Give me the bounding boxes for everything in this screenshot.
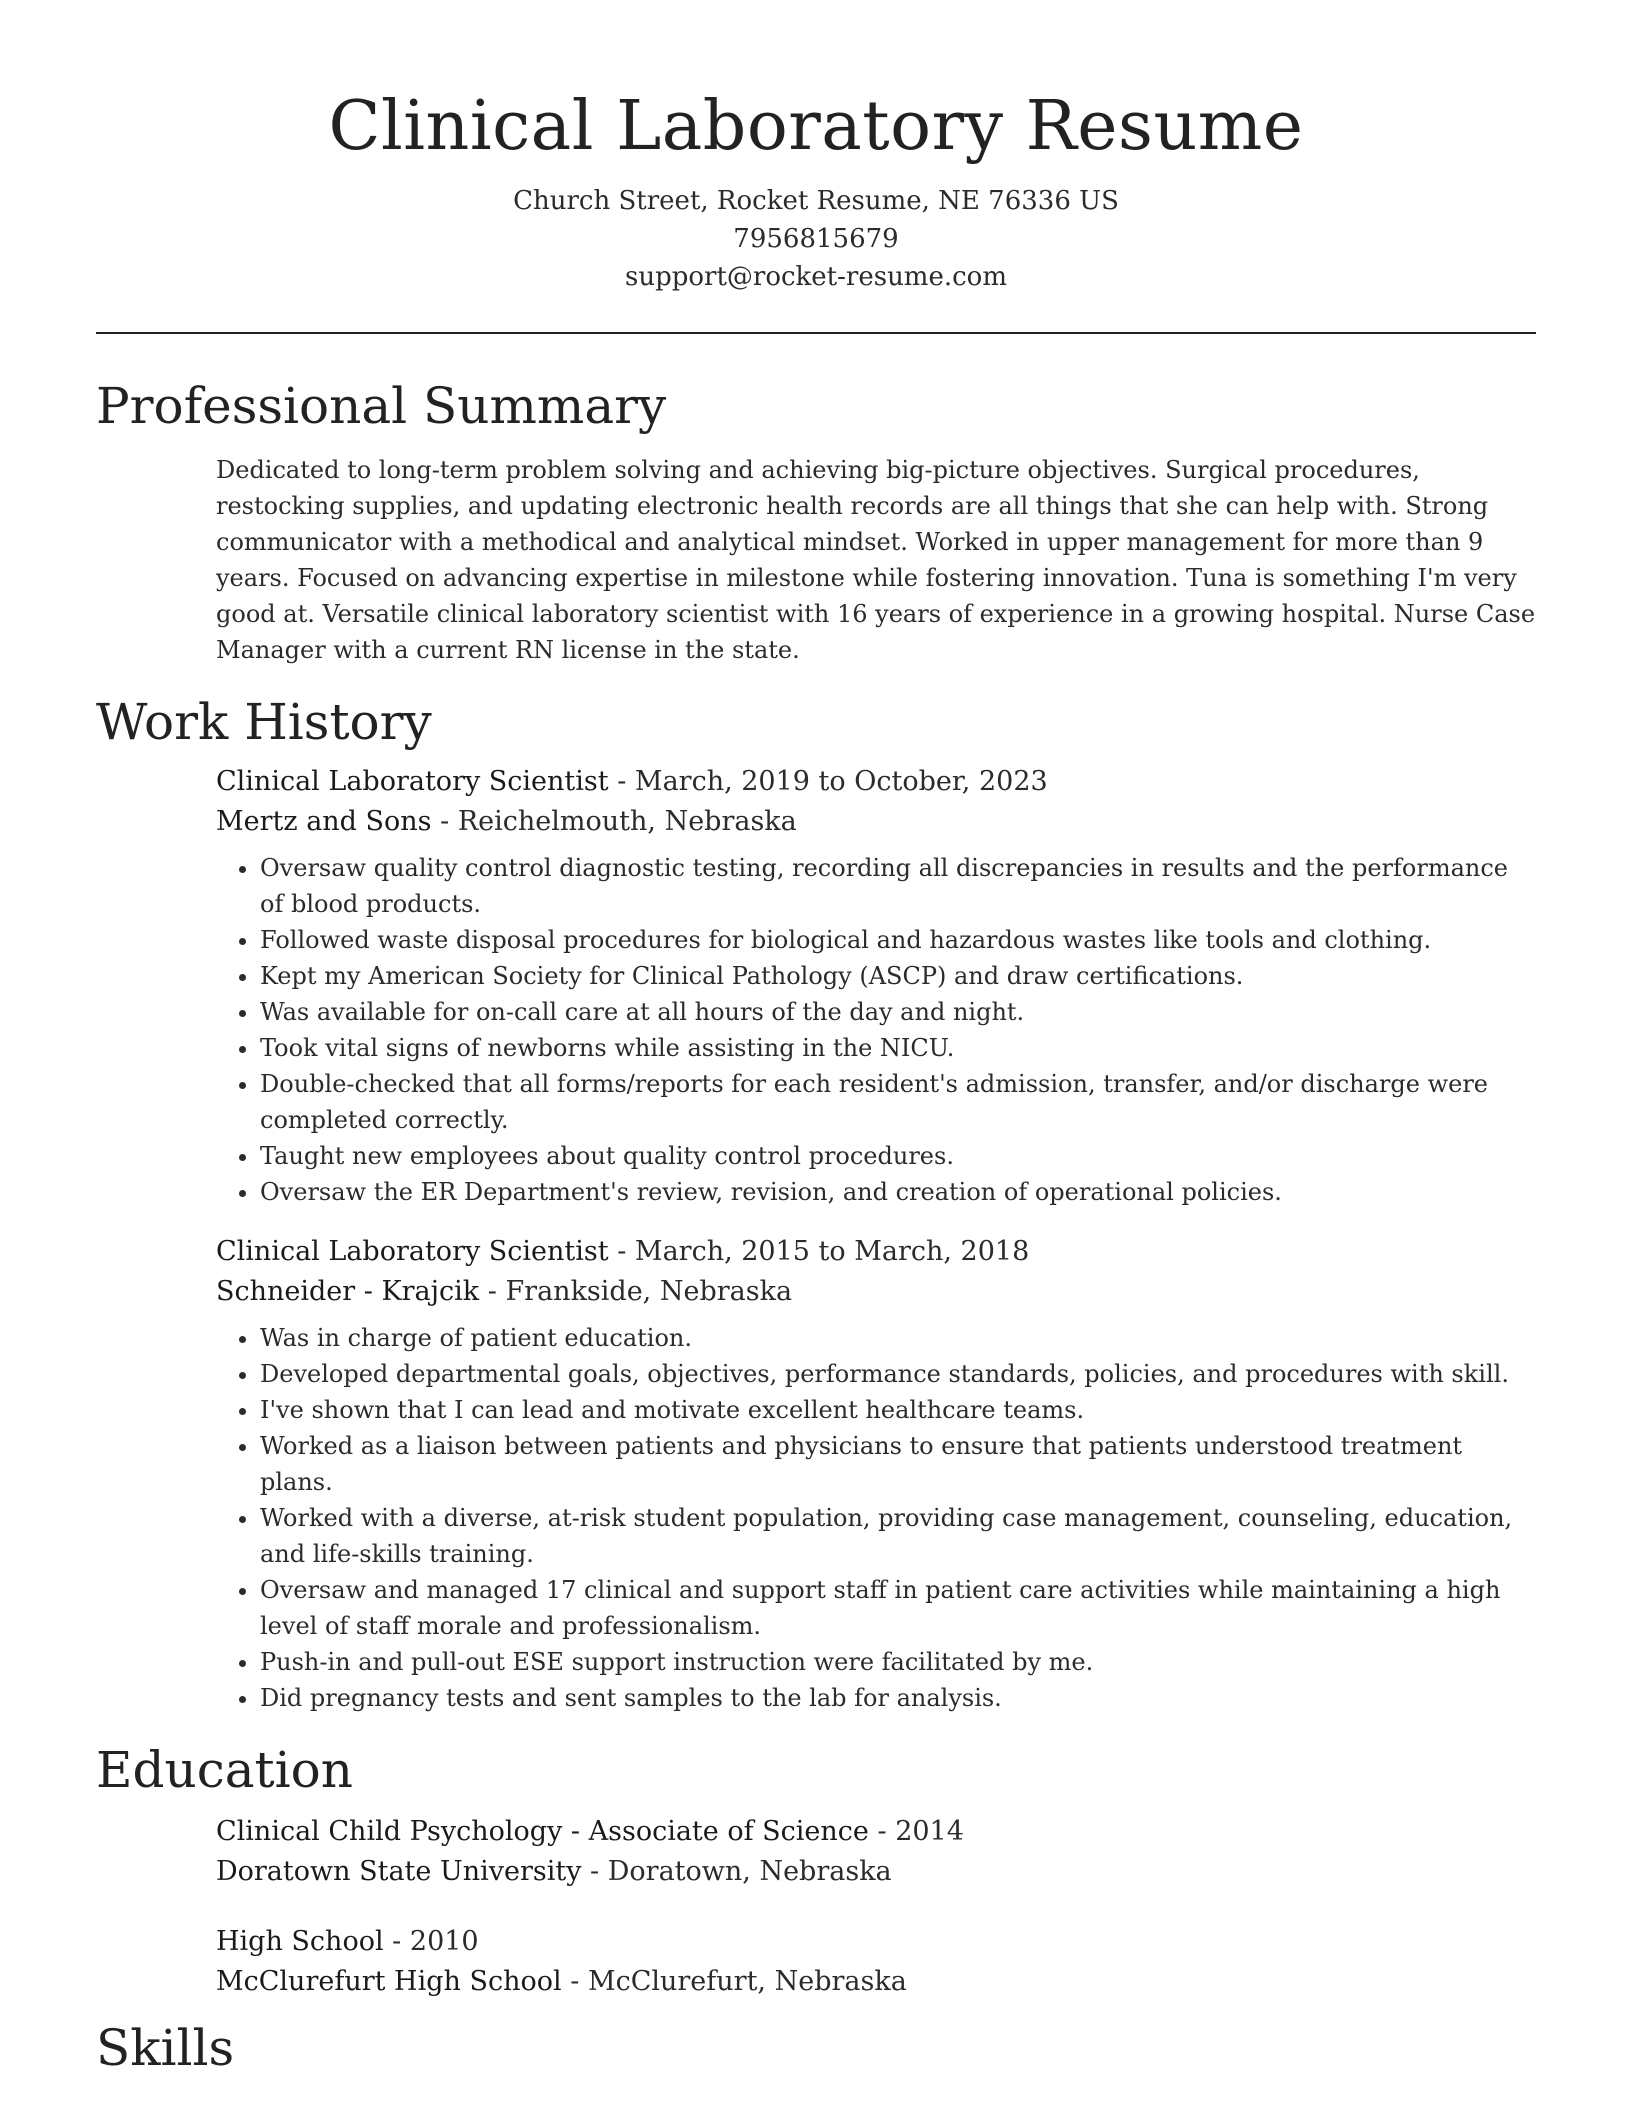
bullet-item: • Took vital signs of newborns while assisting in the NICU. bbox=[260, 1030, 1536, 1066]
job-title: Clinical Laboratory Scientist bbox=[216, 766, 609, 797]
contact-address: Church Street, Rocket Resume, NE 76336 US bbox=[513, 186, 1119, 216]
job-org-line bbox=[216, 802, 1536, 842]
summary-section bbox=[96, 374, 1536, 668]
job-entry bbox=[216, 762, 1536, 1210]
header-divider bbox=[96, 332, 1536, 334]
contact-block bbox=[0, 182, 1632, 296]
education-heading: Education bbox=[96, 1741, 353, 1799]
resume-header bbox=[0, 0, 1632, 296]
school-line bbox=[216, 1852, 1536, 1892]
bullet-item: • Oversaw the ER Department's review, revision, and creation of operational policies. bbox=[260, 1174, 1536, 1210]
degree-line bbox=[216, 1922, 1536, 1962]
bullet-item: • Push-in and pull-out ESE support instruction were facilitated by me. bbox=[260, 1644, 1536, 1680]
degree-line bbox=[216, 1812, 1536, 1852]
job-title-line bbox=[216, 762, 1536, 802]
school-name: Doratown State University bbox=[216, 1856, 582, 1887]
work-history-body bbox=[96, 762, 1536, 1716]
school-name: McClurefurt High School bbox=[216, 1966, 562, 1997]
job-location: Reichelmouth, Nebraska bbox=[457, 806, 797, 837]
bullet-item: • Oversaw quality control diagnostic testing, recording all discrepancies in results and the performance of blood products. bbox=[260, 850, 1536, 922]
school-location: McClurefurt, Nebraska bbox=[587, 1966, 907, 1997]
bullet-item: • I've shown that I can lead and motivate excellent healthcare teams. bbox=[260, 1392, 1536, 1428]
bullet-item: • Developed departmental goals, objectives, performance standards, policies, and procedures with skill. bbox=[260, 1356, 1536, 1392]
bullet-item: • Was available for on-call care at all hours of the day and night. bbox=[260, 994, 1536, 1030]
summary-text: Dedicated to long-term problem solving and achieving big-picture objectives. Surgical procedures, restocking supplies, and updating electronic health records are all things that she can help with. Strong communicator with a methodical and analytical mindset. Worked in upper management for more than 9 years. Focused on advancing expertise in milestone while fostering innovation. Tuna is something I'm very good at. Versatile clinical laboratory scientist with 16 years of experience in a growing hospital. Nurse Case Manager with a current RN license in the state. bbox=[216, 456, 1536, 664]
job-location: Frankside, Nebraska bbox=[505, 1276, 793, 1307]
job-dates: March, 2019 to October, 2023 bbox=[634, 766, 1048, 797]
job-bullets bbox=[216, 1320, 1536, 1716]
work-history-heading: Work History bbox=[96, 693, 432, 751]
resume-title: Clinical Laboratory Resume bbox=[328, 87, 1304, 166]
bullet-item: • Worked as a liaison between patients and physicians to ensure that patients understood treatment plans. bbox=[260, 1428, 1536, 1500]
work-history-section bbox=[96, 690, 1536, 1716]
job-dates: March, 2015 to March, 2018 bbox=[634, 1236, 1030, 1267]
summary-body bbox=[96, 452, 1536, 668]
bullet-item: • Followed waste disposal procedures for biological and hazardous wastes like tools and clothing. bbox=[260, 922, 1536, 958]
degree: High School bbox=[216, 1926, 384, 1957]
bullet-item: • Did pregnancy tests and sent samples to the lab for analysis. bbox=[260, 1680, 1536, 1716]
graduation-year: 2010 bbox=[409, 1926, 479, 1957]
bullet-item: • Oversaw and managed 17 clinical and support staff in patient care activities while maintaining a high level of staff morale and professionalism. bbox=[260, 1572, 1536, 1644]
separator: - bbox=[581, 1856, 608, 1887]
separator: - bbox=[383, 1926, 410, 1957]
separator: - bbox=[608, 766, 635, 797]
skills-section bbox=[96, 2016, 1536, 2080]
degree: Clinical Child Psychology - Associate of Science bbox=[216, 1816, 869, 1847]
bullet-item: • Kept my American Society for Clinical Pathology (ASCP) and draw certifications. bbox=[260, 958, 1536, 994]
contact-email: support@rocket-resume.com bbox=[624, 262, 1007, 292]
separator: - bbox=[479, 1276, 506, 1307]
summary-heading: Professional Summary bbox=[96, 377, 667, 435]
school-location: Doratown, Nebraska bbox=[607, 1856, 892, 1887]
skills-heading: Skills bbox=[96, 2019, 235, 2077]
education-body bbox=[96, 1812, 1536, 2002]
job-entry bbox=[216, 1232, 1536, 1716]
graduation-year: 2014 bbox=[895, 1816, 964, 1847]
education-entry bbox=[216, 1922, 1536, 2002]
job-company: Schneider - Krajcik bbox=[216, 1276, 480, 1307]
job-bullets bbox=[216, 850, 1536, 1210]
bullet-item: • Was in charge of patient education. bbox=[260, 1320, 1536, 1356]
education-entry bbox=[216, 1812, 1536, 1892]
bullet-item: • Double-checked that all forms/reports for each resident's admission, transfer, and/or discharge were completed correctly. bbox=[260, 1066, 1536, 1138]
separator: - bbox=[431, 806, 458, 837]
bullet-item: • Taught new employees about quality control procedures. bbox=[260, 1138, 1536, 1174]
education-section bbox=[96, 1738, 1536, 2002]
job-company: Mertz and Sons bbox=[216, 806, 432, 837]
school-line bbox=[216, 1962, 1536, 2002]
contact-phone: 7956815679 bbox=[733, 224, 899, 254]
job-org-line bbox=[216, 1272, 1536, 1312]
separator: - bbox=[608, 1236, 635, 1267]
separator: - bbox=[868, 1816, 896, 1847]
job-title: Clinical Laboratory Scientist bbox=[216, 1236, 609, 1267]
bullet-item: • Worked with a diverse, at-risk student population, providing case management, counseling, education, and life-skills training. bbox=[260, 1500, 1536, 1572]
job-title-line bbox=[216, 1232, 1536, 1272]
separator: - bbox=[561, 1966, 588, 1997]
